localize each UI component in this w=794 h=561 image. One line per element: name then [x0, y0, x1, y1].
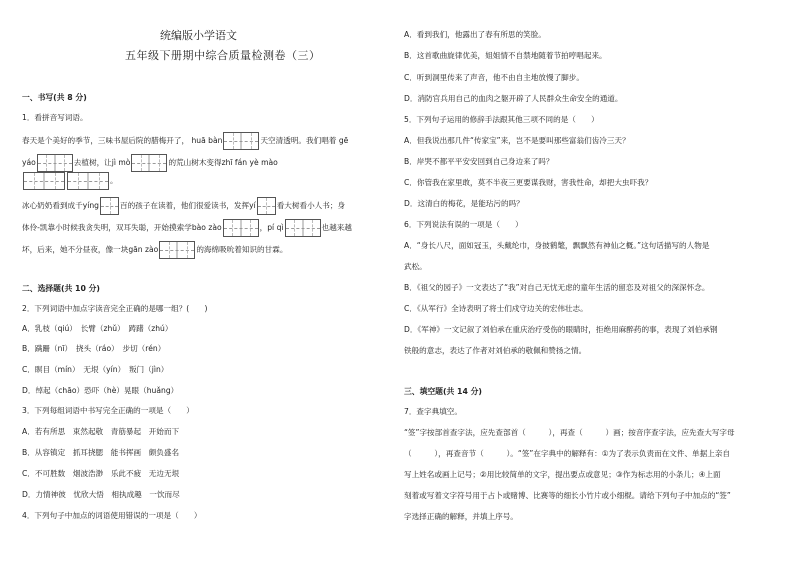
q7-line-2: （ ），再查音节（ ）。“签”在字典中的解释有：①为了表示负责而在文件、单据上亲自	[404, 449, 731, 458]
q7-line-1: “签”字按部首查字法，应先查部首（ ），再查（ ）画；按音序查字法，应先查大写字母	[404, 428, 735, 437]
question-2: 2．下列词语中加点字读音完全正确的是哪一组？( )	[22, 304, 208, 313]
question-4: 4．下列句子中加点的词语使用错误的一项是（ ）	[22, 511, 202, 520]
q1-text: 体伶-凯靠小时候我贪失明，双耳失聪，开始摸索学	[22, 223, 192, 232]
q7-line-3: 写上姓名或画上记号；②用比较简单的文字，提出要点或意见；③作为标志用的小条儿；④上面	[404, 470, 721, 479]
answer-grid[interactable]	[131, 154, 167, 172]
q6-option-b: B．《祖父的园子》一文表达了“我”对自己无忧无虑的童年生活的留恋及对祖父的深深怀念。	[404, 283, 710, 292]
q1-text: 的海绵吸吮着知识的甘霖。	[196, 245, 288, 254]
q2-option-d: D．绰起（chāo）恐吓（hè）晃眼（huǎng）	[22, 386, 179, 395]
q1-text: 百的孩子在读着，他们很爱读书，发挥	[120, 201, 250, 210]
pinyin: yíng	[82, 201, 99, 210]
q2-option-c: C．瞑目（mín） 无垠（yín） 叛门（jìn）	[22, 365, 169, 374]
answer-grid[interactable]	[100, 197, 119, 215]
q6-option-c: C．《从军行》全诗表明了将士们戍守边关的宏伟壮志。	[404, 304, 588, 313]
q1-text: 看大树看小人书；身	[276, 201, 346, 210]
pinyin: pí qì	[267, 223, 284, 232]
section-2-heading: 二、选择题(共 10 分)	[22, 284, 100, 293]
q6-option-d: D．《军神》一文记叙了刘伯承在重庆治疗受伤的眼睛时，拒绝用麻醉药的事，表现了刘伯承钢	[404, 325, 718, 334]
answer-grid[interactable]	[257, 197, 276, 215]
pinyin: zhī fán yè mào	[221, 158, 278, 167]
pinyin: gān zào	[128, 245, 159, 254]
q1-line-4	[22, 197, 345, 215]
q5-option-a: A．但我说出那几件“传家宝”来，岂不是要叫那些富翁们齿冷三天？	[404, 136, 630, 145]
q4-option-b: B．这首歌曲旋律优美，姐姐情不自禁地随着节拍哼唱起来。	[404, 51, 607, 60]
q5-option-b: B．岸哭不都平平安安回到自己身边来了吗？	[404, 157, 554, 166]
q6-option-d-cont: 铁般的意志，表达了作者对刘伯承的敬佩和赞扬之情。	[404, 346, 587, 355]
answer-grid[interactable]	[285, 219, 321, 237]
section-3-heading: 三、填空题(共 14 分)	[404, 387, 482, 396]
q1-text: 坏，后来，她不分昼夜，像一块	[22, 245, 129, 254]
question-1: 1．看拼音写词语。	[22, 113, 88, 122]
q1-text: 也越来越	[321, 223, 352, 232]
q1-text: ，	[259, 223, 268, 232]
pinyin: jì mò	[111, 158, 131, 167]
answer-grid[interactable]	[159, 241, 195, 259]
q2-option-b: B．蹒跚（nī） 挠头（ráo） 步切（rén）	[22, 344, 166, 353]
section-1-heading: 一、书写(共 8 分)	[22, 93, 87, 102]
q3-option-b: B．从容镇定 抓耳挠腮 能书挥画 颇负盛名	[22, 448, 180, 457]
q5-option-c: C．你管我在家里敢，莫不半夜三更要谋我财，害我性命，却把大虫吓我？	[404, 178, 653, 187]
question-6: 6．下列说法有误的一项是（ ）	[404, 220, 523, 229]
q4-option-c: C．听到洞里传来了声音，他不由自主地放慢了脚步。	[404, 73, 584, 82]
q3-option-a: A．若有所思 束然起敬 青筋暴起 开始而下	[22, 427, 180, 436]
q1-text: 春天是个美好的季节，三味书屋后院的腊梅开了，	[22, 136, 190, 145]
pinyin: huā bàn	[191, 136, 223, 145]
q1-line-6	[22, 241, 287, 259]
q1-line-3: 。	[22, 172, 118, 190]
q4-option-d: D．消防官兵用自己的血肉之躯开辟了人民群众生命安全的通道。	[404, 94, 623, 103]
answer-grid[interactable]	[23, 172, 65, 190]
question-3: 3．下列每组词语中书写完全正确的一项是（ ）	[22, 406, 194, 415]
q3-option-c: C．不可胜数 烟波浩渺 乐此不疲 无边无垠	[22, 469, 180, 478]
q4-option-a: A．看到我们，他露出了春有所思的笑脸。	[404, 30, 546, 39]
answer-grid[interactable]	[223, 132, 259, 150]
answer-grid[interactable]	[67, 172, 109, 190]
q1-line-1	[22, 132, 348, 150]
answer-grid[interactable]	[37, 154, 73, 172]
answer-grid[interactable]	[223, 219, 259, 237]
q3-option-d: D．力情神彼 忧欣大悟 相执成趣 一饮而尽	[22, 490, 180, 499]
question-7: 7．查字典填空。	[404, 407, 462, 416]
question-5: 5．下列句子运用的修辞手法跟其他三项不同的是（ ）	[404, 115, 599, 124]
q6-option-a-cont: 武松。	[404, 262, 427, 271]
q2-option-a: A．乳枝（qiú） 长臂（zhǔ） 踌躇（zhú）	[22, 324, 173, 333]
title-line-2: 五年级下册期中综合质量检测卷（三）	[125, 49, 321, 62]
q1-text: 冰心奶奶看到成千	[22, 201, 83, 210]
q1-line-2	[22, 154, 278, 172]
q7-line-5: 字选择正确的解释，并填上序号。	[404, 512, 518, 521]
q1-line-5	[22, 219, 352, 237]
q1-text: 的荒山树木变得	[168, 158, 222, 167]
q7-line-4: 刻着或写着文字符号用于占卜或赌博、比赛等的细长小竹片或小细棍。请给下列句子中加点的“签”	[404, 491, 731, 500]
q1-text: 去植树，让	[73, 158, 112, 167]
title-line-1: 统编版小学语文	[160, 29, 237, 42]
pinyin: yí	[249, 201, 256, 210]
pinyin: bào zào	[191, 223, 222, 232]
q6-option-a: A．“身长八尺，面如冠玉，头戴纶巾，身披鹤氅，飘飘然有神仙之概。”这句话描写的人物是	[404, 241, 710, 250]
q5-option-d: D．这清白的梅花，是能玷污的吗？	[404, 199, 524, 208]
pinyin: yáo	[22, 158, 36, 167]
q1-text: 天空清透明。我们唱着	[260, 136, 337, 145]
pinyin: gē	[338, 136, 349, 145]
